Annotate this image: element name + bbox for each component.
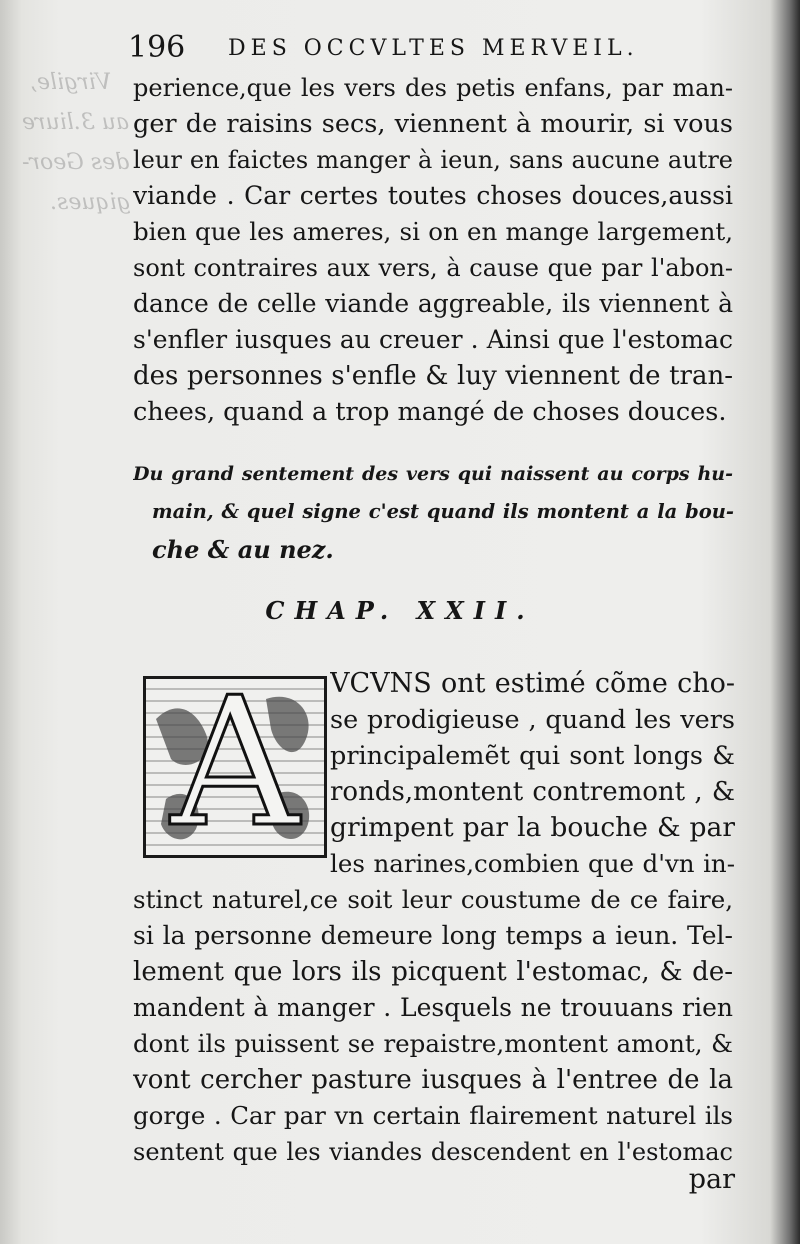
- margin-bleed-through-3: des Geor-: [22, 150, 130, 175]
- section-heading-line: Du grand sentement des vers qui naissent au corps hu-: [133, 463, 733, 485]
- text-line: viande . Car certes toutes choses douces,aussi: [133, 181, 733, 210]
- text-line: stinct naturel,ce soit leur coustume de ce faire,: [133, 885, 733, 914]
- text-line: sont contraires aux vers, à cause que par l'abon-: [133, 254, 733, 282]
- text-line: perience,que les vers des petis enfans, par man-: [133, 74, 733, 102]
- text-line: dance de celle viande aggreable, ils viennent à: [133, 289, 733, 318]
- text-line: bien que les ameres, si on en mange largement,: [133, 217, 733, 246]
- text-line: principalemẽt qui sont longs &: [330, 741, 735, 771]
- text-line: grimpent par la bouche & par: [330, 812, 735, 843]
- margin-bleed-through-1: Virgile,: [30, 70, 112, 95]
- text-line: se prodigieuse , quand les vers: [330, 705, 735, 735]
- chapter-title: CHAP. XXII.: [265, 596, 535, 625]
- text-line: s'enfler iusques au creuer . Ainsi que l'estomac: [133, 325, 733, 354]
- text-line: chees, quand a trop mangé de choses douces.: [133, 397, 727, 427]
- section-heading-line: che & au nez.: [152, 535, 334, 564]
- text-line: mandent à manger . Lesquels ne trouuans rien: [133, 993, 733, 1022]
- running-head: [128, 30, 738, 70]
- text-line: les narines,combien que d'vn in-: [330, 849, 735, 878]
- text-line: des personnes s'enfle & luy viennent de tran-: [133, 361, 733, 391]
- text-line: dont ils puissent se repaistre,montent amont, &: [133, 1029, 733, 1058]
- drop-initial-letter: A: [170, 659, 300, 866]
- text-line: ronds,montent contremont , &: [330, 777, 735, 807]
- text-line: vont cercher pasture iusques à l'entree de la: [133, 1065, 733, 1095]
- text-line: leur en faictes manger à ieun, sans aucune autre: [133, 146, 733, 174]
- text-line: sentent que les viandes descendent en l'estomac: [133, 1138, 733, 1166]
- text-line: ger de raisins secs, viennent à mourir, si vous: [133, 109, 733, 139]
- text-line: gorge . Car par vn certain flairement naturel ils: [133, 1101, 733, 1130]
- section-heading-line: main, & quel signe c'est quand ils montent a la bou-: [152, 500, 734, 523]
- text-line: VCVNS ont estimé cõme cho-: [330, 668, 735, 699]
- margin-bleed-through-4: giques.: [50, 190, 131, 215]
- drop-initial: [143, 659, 327, 866]
- page-number: 196: [128, 30, 186, 65]
- text-line: si la personne demeure long temps a ieun. Tel-: [133, 921, 733, 950]
- running-title: DES OCCVLTES MERVEIL.: [228, 36, 639, 61]
- catchword: par: [688, 1164, 735, 1195]
- text-line: lement que lors ils picquent l'estomac, & de-: [133, 957, 733, 987]
- margin-bleed-through-2: au 3.liure: [22, 110, 130, 135]
